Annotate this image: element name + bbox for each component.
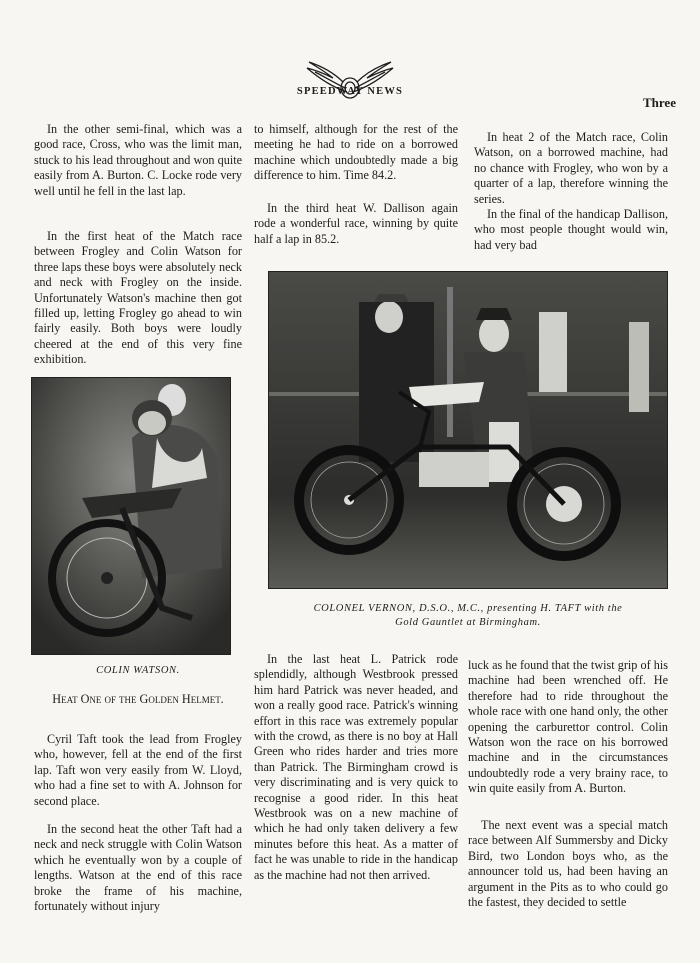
column1-paragraph-3: Cyril Taft took the lead from Frogley who, however, fell at the end of the first lap. Taft won very easily from W. Lloyd, who had a fine set to with A. Johnson for second place. [34,732,242,808]
column2-paragraph-3: In the last heat L. Patrick rode splendidly, although Westbrook pressed him hard Patrick was never headed, and won a really good race. Patrick's winning effort in this race was extremely popular with the crowd, as there is no boy at Hall Green who rides harder and tries more than Patrick. The Birmingham crowd is very discriminating and is very quick to recognise a good rider. In this heat Westbrook was on a new machine of which he had only taken delivery a few minutes before this heat. As a matter of fact he was unable to ride in the handicap as the machine had not then arrived. [254,652,458,882]
column3-paragraph-2: In the final of the handicap Dallison, who most people thought would win, had very bad [474,207,668,252]
masthead-logo [285,58,415,106]
presentation-caption-line-1: COLONEL VERNON, D.S.O., M.C., presenting H. TAFT with the [313,603,623,614]
column2-paragraph-1: to himself, although for the rest of the meeting he had to ride on a borrowed machine which undoubtedly made a big difference to him. Time 84.2. [254,122,458,183]
presentation-caption-line-2: Gold Gauntlet at Birmingham. [395,617,541,628]
page-number: Three [643,95,676,110]
column1-paragraph-4: In the second heat the other Taft had a neck and neck struggle with Colin Watson which he eventually won by a couple of lengths. Watson at the end of this race broke the frame of his machine, fortunately without injury [34,822,242,914]
presentation-photo [268,271,668,589]
colin-watson-photo [31,377,231,655]
winged-wheel-icon [285,58,415,106]
column3-paragraph-3: luck as he found that the twist grip of his machine had been wrenched off. He therefore had to ride throughout the whole race with one hand only, the other opening the carburettor control. Colin Watson won the race on his borrowed machine and in the circumstances undoubtedly rode a very brainy race, to win quite easily from A. Burton. [468,658,668,796]
column3-paragraph-1: In heat 2 of the Match race, Colin Watson, on a borrowed machine, had no chance with Frogley, who won by a quarter of a lap, therefore winning the series. [474,130,668,206]
column1-paragraph-2: In the first heat of the Match race between Frogley and Colin Watson for three laps these boys were absolutely neck and neck with Frogley on the inside. Unfortunately Watson's machine then got filled up, letting Frogley go ahead to win fairly easily. Both boys were loudly cheered at the end of this very fine exhibition. [34,229,242,367]
colin-watson-caption: COLIN WATSON. [96,665,180,676]
section-heading-golden-helmet: Heat One of the Golden Helmet. [52,692,224,706]
masthead-text: SPEEDWAY NEWS [296,86,404,97]
column3-paragraph-4: The next event was a special match race between Alf Summersby and Dicky Bird, two London boys who, as the announcer told us, had been having an argument in the Pits as to who could go the fastest, they decided to settle [468,818,668,910]
column2-paragraph-2: In the third heat W. Dallison again rode a wonderful race, winning by quite half a lap in 85.2. [254,201,458,246]
column1-paragraph-1: In the other semi-final, which was a good race, Cross, who was the limit man, stuck to his lead throughout and won quite easily from A. Burton. C. Locke rode very well until he fell in the last lap. [34,122,242,198]
